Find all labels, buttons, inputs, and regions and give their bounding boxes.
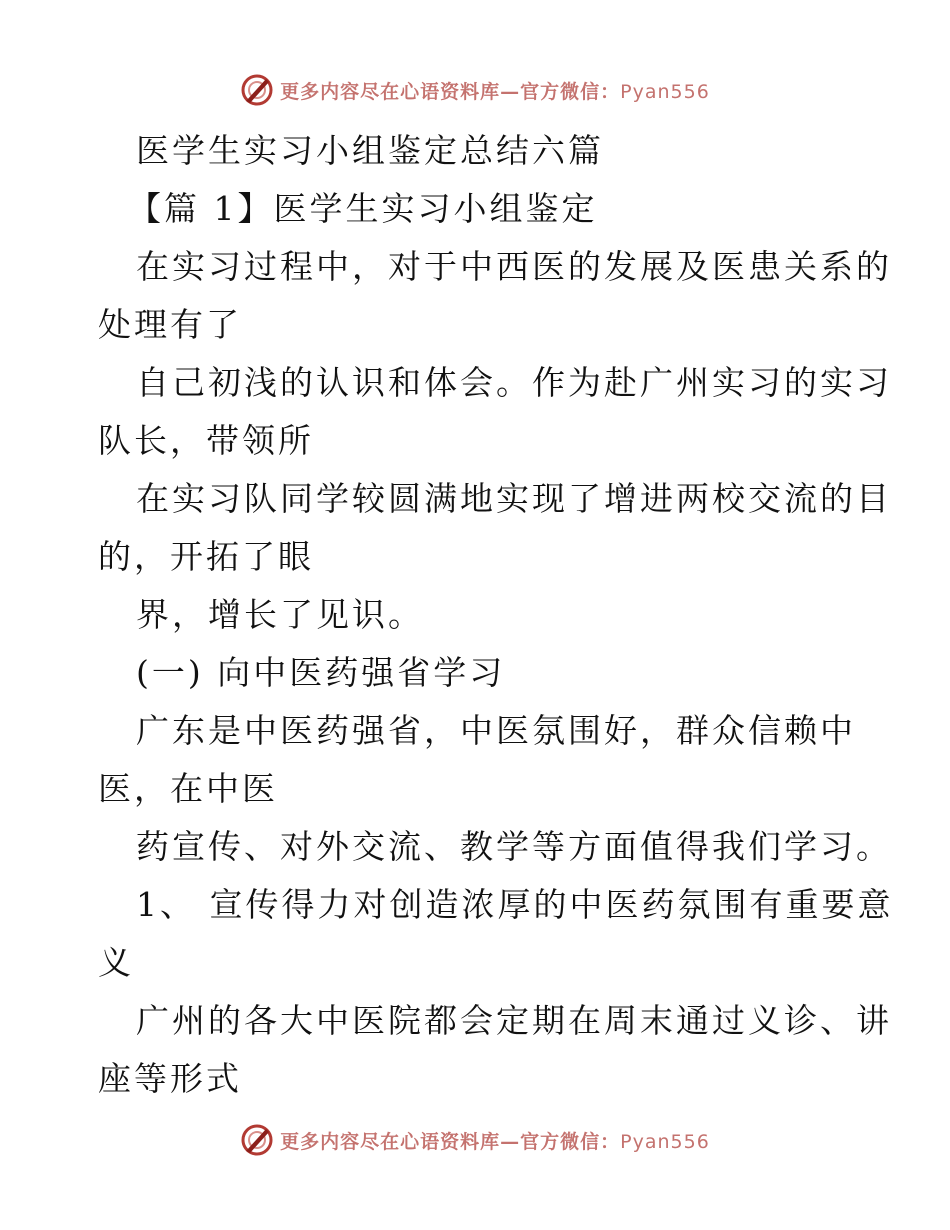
- watermark-banner-bottom: [0, 1120, 950, 1160]
- brush-circle-logo-icon: [240, 73, 274, 107]
- paragraph-line: 界，增长了见识。: [136, 595, 424, 634]
- watermark-text: 更多内容尽在心语资料库—官方微信：Pyan556: [280, 1130, 710, 1153]
- document-body: [98, 122, 894, 1108]
- watermark-text: 更多内容尽在心语资料库—官方微信：Pyan556: [280, 80, 710, 103]
- paragraph-line: 义: [98, 943, 134, 982]
- paragraph-line: 医，在中医: [98, 769, 278, 808]
- watermark-banner-top: [0, 70, 950, 110]
- list-item-heading: 1、 宣传得力对创造浓厚的中医药氛围有重要意: [136, 885, 894, 924]
- paragraph-line: 自己初浅的认识和体会。作为赴广州实习的实习: [136, 363, 892, 402]
- paragraph-line: 广东是中医药强省，中医氛围好，群众信赖中: [136, 711, 856, 750]
- subsection-heading: (一) 向中医药强省学习: [136, 653, 506, 692]
- paragraph-line: 在实习队同学较圆满地实现了增进两校交流的目: [136, 479, 892, 518]
- paragraph-line: 队长，带领所: [98, 421, 314, 460]
- section-heading: 【篇 1】医学生实习小组鉴定: [128, 189, 598, 228]
- paragraph-line: 处理有了: [98, 305, 242, 344]
- doc-title: 医学生实习小组鉴定总结六篇: [136, 131, 604, 170]
- paragraph-line: 在实习过程中，对于中西医的发展及医患关系的: [136, 247, 892, 286]
- paragraph-line: 药宣传、对外交流、教学等方面值得我们学习。: [136, 827, 892, 866]
- paragraph-line: 的，开拓了眼: [98, 537, 314, 576]
- brush-circle-logo-icon: [240, 1123, 274, 1157]
- paragraph-line: 座等形式: [98, 1059, 242, 1098]
- paragraph-line: 广州的各大中医院都会定期在周末通过义诊、讲: [136, 1001, 892, 1040]
